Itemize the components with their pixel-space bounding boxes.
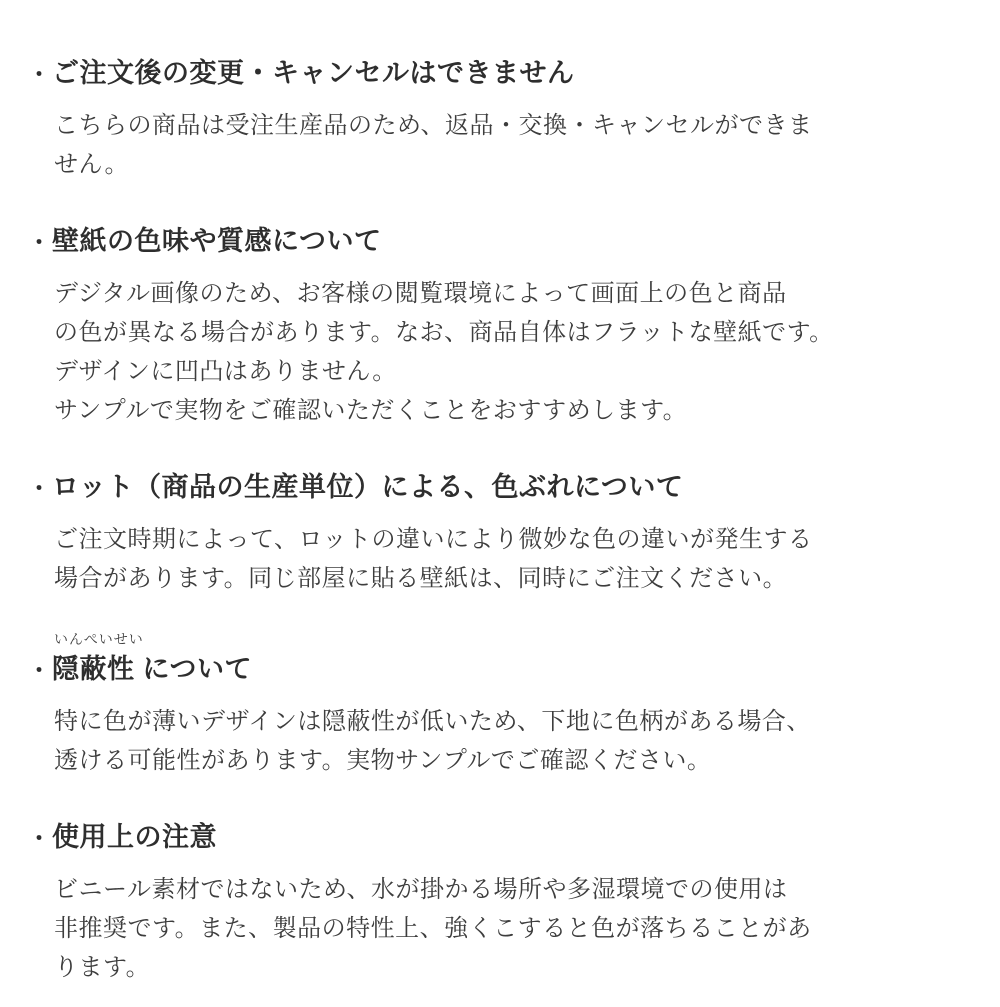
section-heading (52, 631, 252, 686)
ruby-base-text: 隠蔽性 (52, 654, 135, 684)
heading-suffix: について (142, 654, 252, 684)
section-lot-color-variation (28, 470, 970, 598)
section-heading: 壁紙の色味や質感について (52, 226, 382, 256)
section-body (54, 106, 970, 184)
ruby-base-wrap (52, 631, 144, 686)
body-line: の色が異なる場合があります。なお、商品自体はフラットな壁紙です。 (54, 319, 834, 346)
body-line: デザインに凹凸はありません。 (54, 358, 397, 385)
bullet-icon: ・ (28, 826, 51, 851)
section-heading-row (28, 820, 970, 856)
section-order-change (28, 56, 970, 184)
section-heading-row (28, 224, 970, 260)
body-line: サンプルで実物をご確認いただくことをおすすめします。 (54, 397, 688, 424)
body-line: 特に色が薄いデザインは隠蔽性が低いため、下地に色柄がある場合、 (54, 708, 811, 735)
body-line: ビニール素材ではないため、水が掛かる場所や多湿環境での使用は (54, 876, 788, 903)
bullet-icon: ・ (28, 476, 51, 501)
section-body (54, 702, 970, 780)
body-line: 場合があります。同じ部屋に貼る壁紙は、同時にご注文ください。 (54, 565, 788, 592)
section-heading: 使用上の注意 (52, 822, 217, 852)
body-line: こちらの商品は受注生産品のため、返品・交換・キャンセルができま (54, 112, 813, 139)
section-heading-row (28, 56, 970, 92)
section-heading: ご注文後の変更・キャンセルはできません (52, 58, 575, 88)
bullet-icon: ・ (28, 230, 51, 255)
bullet-icon: ・ (28, 658, 51, 683)
body-line: デジタル画像のため、お客様の閲覧環境によって画面上の色と商品 (54, 280, 787, 307)
section-color-texture (28, 224, 970, 430)
bullet-icon: ・ (28, 62, 51, 87)
body-line: せん。 (54, 151, 129, 178)
body-line: 非推奨です。また、製品の特性上、強くこすると色が落ちることがあ (54, 915, 812, 942)
section-body (54, 520, 970, 598)
section-usage-caution (28, 820, 970, 987)
body-line: 透ける可能性があります。実物サンプルでご確認ください。 (54, 747, 712, 774)
section-heading: ロット（商品の生産単位）による、色ぶれについて (52, 472, 684, 502)
section-body (54, 870, 970, 987)
body-line: ご注文時期によって、ロットの違いにより微妙な色の違いが発生する (54, 526, 813, 553)
body-line: ります。 (54, 954, 151, 981)
furigana-label: いんぺいせい (54, 631, 144, 647)
section-opacity (28, 631, 970, 780)
section-heading-row (28, 470, 970, 506)
section-body (54, 274, 970, 430)
section-heading-row (28, 631, 970, 688)
